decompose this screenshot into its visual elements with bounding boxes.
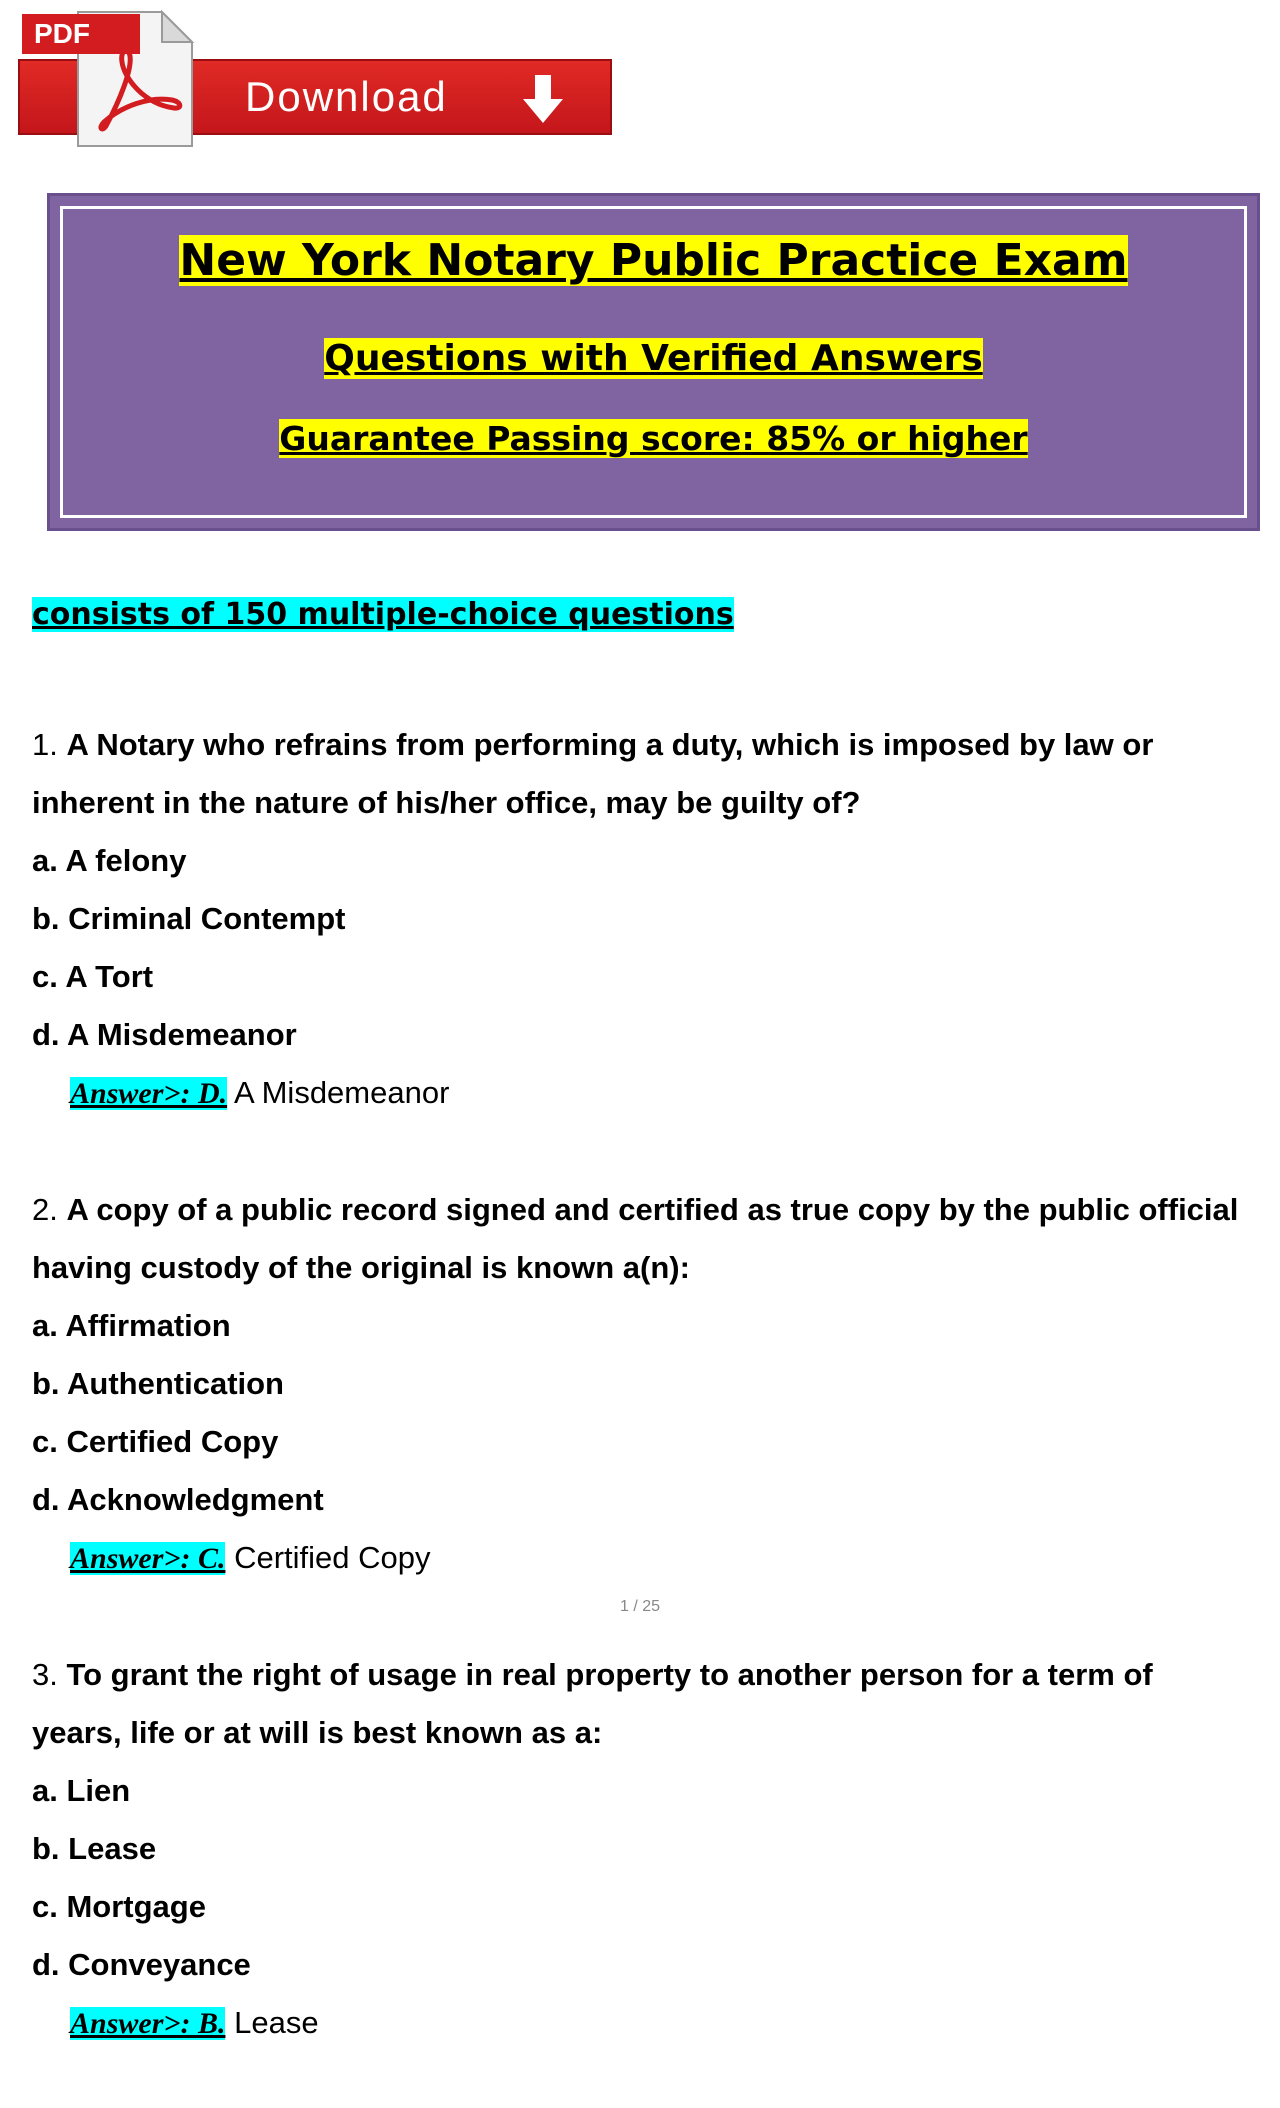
- title-box: [47, 193, 1260, 531]
- answer-label: Answer>: D.: [70, 1077, 228, 1110]
- down-arrow-icon: [518, 73, 568, 127]
- pdf-download-banner[interactable]: [18, 4, 618, 150]
- title-frame: [60, 206, 1247, 518]
- exam-title: New York Notary Public Practice Exam: [179, 235, 1128, 286]
- answer-line: [32, 1994, 1247, 2053]
- option-a: a. A felony: [32, 843, 187, 878]
- option-b: b. Criminal Contempt: [32, 901, 346, 936]
- question-3: [32, 1646, 1247, 2053]
- option-c: c. Certified Copy: [32, 1424, 279, 1459]
- answer-text: Certified Copy: [234, 1540, 431, 1575]
- option-d: d. Acknowledgment: [32, 1482, 324, 1517]
- answer-line: [32, 1064, 1247, 1123]
- option-d: d. Conveyance: [32, 1947, 251, 1982]
- answer-line: [32, 1529, 1247, 1588]
- option-d: d. A Misdemeanor: [32, 1017, 297, 1052]
- option-b: b. Authentication: [32, 1366, 284, 1401]
- answer-text: A Misdemeanor: [234, 1075, 450, 1110]
- question-number: 2.: [32, 1192, 58, 1227]
- question-text: A copy of a public record signed and certified as true copy by the public official having custody of the original is known a(n):: [32, 1192, 1239, 1285]
- answer-label: Answer>: C.: [70, 1542, 226, 1575]
- option-c: c. Mortgage: [32, 1889, 206, 1924]
- option-c: c. A Tort: [32, 959, 154, 994]
- question-number: 3.: [32, 1657, 58, 1692]
- option-b: b. Lease: [32, 1831, 157, 1866]
- question-count-note: consists of 150 multiple-choice questions: [32, 597, 734, 632]
- question-number: 1.: [32, 727, 58, 762]
- option-a: a. Lien: [32, 1773, 131, 1808]
- page-indicator: 1 / 25: [619, 1598, 661, 1615]
- pdf-label: PDF: [22, 14, 140, 54]
- passing-score-note: Guarantee Passing score: 85% or higher: [279, 419, 1028, 458]
- answer-text: Lease: [234, 2005, 319, 2040]
- question-1: [32, 716, 1247, 1123]
- question-text: A Notary who refrains from performing a duty, which is imposed by law or inherent in the nature of his/her office, may be guilty of?: [32, 727, 1154, 820]
- answer-label: Answer>: B.: [70, 2007, 226, 2040]
- option-a: a. Affirmation: [32, 1308, 231, 1343]
- question-text: To grant the right of usage in real property to another person for a term of years, life or at will is best known as a:: [32, 1657, 1153, 1750]
- download-label: Download: [245, 73, 448, 120]
- question-2: [32, 1181, 1247, 1588]
- exam-subtitle: Questions with Verified Answers: [324, 338, 983, 379]
